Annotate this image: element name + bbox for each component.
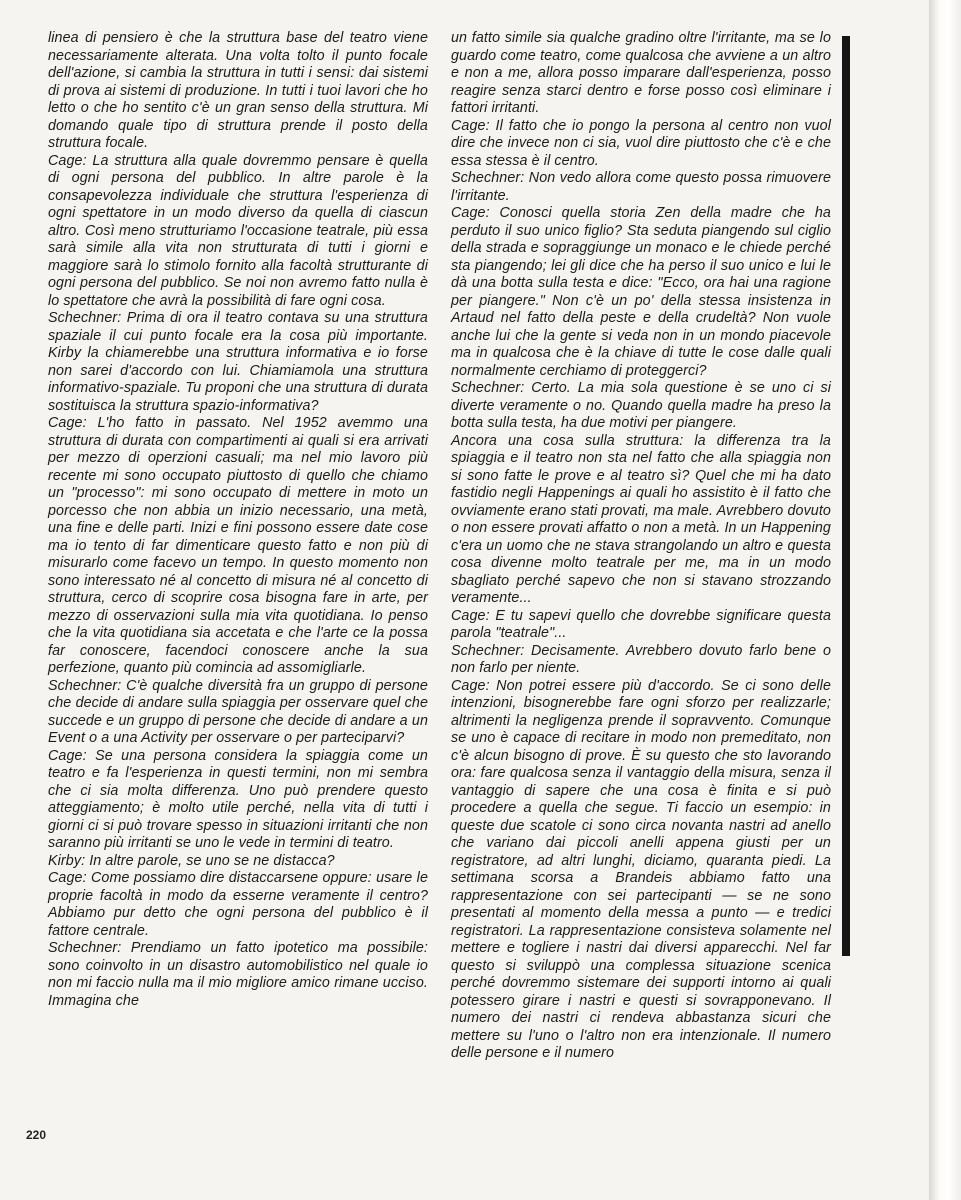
right-column [451, 30, 831, 1063]
paragraph: un fatto simile sia qualche gradino oltre l'irritante, ma se lo guardo come teatro, come qualcosa che avviene a un altro e non a me, allora posso imparare dall'esperienza, posso reagire senza starci dentro e forse posso così eliminare i fattori irritanti. [451, 30, 831, 116]
paragraph: Cage: Conosci quella storia Zen della madre che ha perduto il suo unico figlio? Sta seduta piangendo sul ciglio della strada e sopraggiunge un monaco e le chiede perché sta piangendo; lei gli dice che ha perso il suo unico e lui le dà una botta sulla testa e dice: "Ecco, ora hai una ragione per piangere." Non c'è un po' della stessa insistenza in Artaud nel fatto della peste e della crudeltà? Non vuole anche lui che la gente si veda non in un mondo piacevole ma in qualcosa che è la chiave di tutte le cose dalle quali normalmente cerchiamo di proteggerci? [451, 205, 831, 379]
paragraph: Cage: La struttura alla quale dovremmo pensare è quella di ogni persona del pubblico. In altre parole è la consapevolezza individuale che struttura l'esperienza di ogni spettatore in un modo diverso da quella di ciascun altro. Così meno strutturiamo l'occasione teatrale, più essa sarà simile alla vita non strutturata di tutti i giorni e maggiore sarà lo stimolo fornito alla facoltà strutturante di ogni persona del pubblico. Se noi non avremo fatto nulla è lo spettatore che avrà la possibilità di fare ogni cosa. [48, 152, 428, 309]
paragraph: Cage: Come possiamo dire distaccarsene oppure: usare le proprie facoltà in modo da esserne veramente il centro? Abbiamo pur detto che ogni persona del pubblico è il fattore centrale. [48, 870, 428, 939]
paragraph: Cage: L'ho fatto in passato. Nel 1952 avemmo una struttura di durata con compartimenti ai quali si era arrivati per mezzo di operzioni casuali; ma nel mio lavoro più recente mi sono occupato piuttosto di quello che chiamo un "processo": mi sono occupato di mettere in moto un porcesso che non abbia un inizio necessario, una metà, una fine e delle parti. Inizi e fini possono essere date cose ma io tento di far dimenticare questo fatto e non più di misurarlo come facevo un tempo. In questo momento non sono interessato né al concetto di misura né al concetto di struttura, cerco di scoprire cosa bisogna fare in arte, per mezzo di osservazioni sulla mia vita quotidiana. Io penso che la vita quotidiana sia accetata e che l'arte ce la possa far conoscere, facendoci conoscere anche la sua perfezione, quanto più comincia ad assomigliarle. [48, 415, 428, 676]
paragraph: Cage: Se una persona considera la spiaggia come un teatro e fa l'esperienza in questi termini, non mi sembra che ci sia molta differenza. Uno può prendere questo atteggiamento; è molto utile perché, nella vita di tutti i giorni ci si può trovare spesso in situazioni irritanti che non saranno più irritanti se uno le vede in termini di teatro. [48, 747, 428, 851]
paragraph: Schechner: Prendiamo un fatto ipotetico ma possibile: sono coinvolto in un disastro automobilistico nel quale io non mi faccio nulla ma il mio migliore amico rimane ucciso. Immagina che [48, 940, 428, 1009]
paragraph: Schechner: Decisamente. Avrebbero dovuto farlo bene o non farlo per niente. [451, 642, 831, 676]
paragraph: Schechner: Non vedo allora come questo possa rimuovere l'irritante. [451, 170, 831, 204]
vertical-margin-rule [842, 36, 850, 956]
paragraph: Cage: Il fatto che io pongo la persona al centro non vuol dire che invece non ci sia, vuol dire piuttosto che c'è e che essa stessa è il centro. [451, 117, 831, 169]
book-gutter [929, 0, 961, 1200]
paragraph: Schechner: Prima di ora il teatro contava su una struttura spaziale il cui punto focale era la cosa più importante. Kirby la chiamerebbe una struttura informativa e io forse non sarei d'accordo con lui. Chiamiamola una struttura informativo-spaziale. Tu proponi che una struttura di durata sostituisca la struttura spazio-informativa? [48, 310, 428, 414]
paragraph: linea di pensiero è che la struttura base del teatro viene necessariamente alterata. Una volta tolto il punto focale dell'azione, si cambia la struttura in tutti i sensi: dai sistemi di prova ai sistemi di produzione. In tutti i tuoi lavori che ho letto o che ho sentito c'è un gran senso della struttura. Mi domando quale tipo di struttura prende il posto della struttura focale. [48, 30, 428, 151]
left-column [48, 30, 428, 1010]
paragraph: Cage: Non potrei essere più d'accordo. Se ci sono delle intenzioni, bisognerebbe fare ogni sforzo per realizzarle; altrimenti la negligenza prende il sopravvento. Comunque se uno è capace di recitare in modo non premeditato, non c'è alcun bisogno di prove. È su questo che sto lavorando ora: fare qualcosa senza il vantaggio della misura, senza il vantaggio di sapere che una cosa è finita e si può procedere a quella che segue. Ti faccio un esempio: in queste due scatole ci sono circa novanta nastri ad anello che variano dai piccoli anelli appena giusti per un registratore, ad altri lunghi, diciamo, quaranta piedi. La settimana scorsa a Brandeis abbiamo fatto una rappresentazione con sei partecipanti — se ne sono presentati al momento della messa a punto — e tredici registratori. La rappresentazione consisteva solamente nel mettere e togliere i nastri dai diversi apparecchi. Nel far questo si sviluppò una complessa situazione scenica perché dovremmo sistemare dei supporti intorno ai quali potessero girare i nastri e questi si sovrapponevano. Il numero dei nastri ci rendeva abbastanza sicuri che mettere su l'uno o l'altro non era intenzionale. Il numero delle persone e il numero [451, 677, 831, 1061]
page-number: 220 [26, 1128, 47, 1142]
paragraph: Ancora una cosa sulla struttura: la differenza tra la spiaggia e il teatro non sta nel fatto che alla spiaggia non si sono fatte le prove e al teatro sì? Quel che mi ha dato fastidio negli Happenings ai quali ho assistito è il fatto che ovviamente erano stati provati, ma male. Avrebbero dovuto o non essere provati affatto o non a metà. In un Happening c'era un uomo che ne stava strangolando un altro e questa cosa divenne molto teatrale per me, ma in un modo sbagliato perché sapevo che non si stavano strozzando veramente... [451, 432, 831, 606]
paragraph: Cage: E tu sapevi quello che dovrebbe significare questa parola "teatrale"... [451, 607, 831, 641]
paragraph: Schechner: Certo. La mia sola questione è se uno ci si diverte veramente o no. Quando quella madre ha preso la botta sulla testa, ha due motivi per piangere. [451, 380, 831, 431]
paragraph: Schechner: C'è qualche diversità fra un gruppo di persone che decide di andare sulla spiaggia per osservare quel che succede e un gruppo di persone che decide di andare a un Event o a una Activity per osservare o per parteciparvi? [48, 677, 428, 746]
paragraph: Kirby: In altre parole, se uno se ne distacca? [48, 852, 335, 869]
